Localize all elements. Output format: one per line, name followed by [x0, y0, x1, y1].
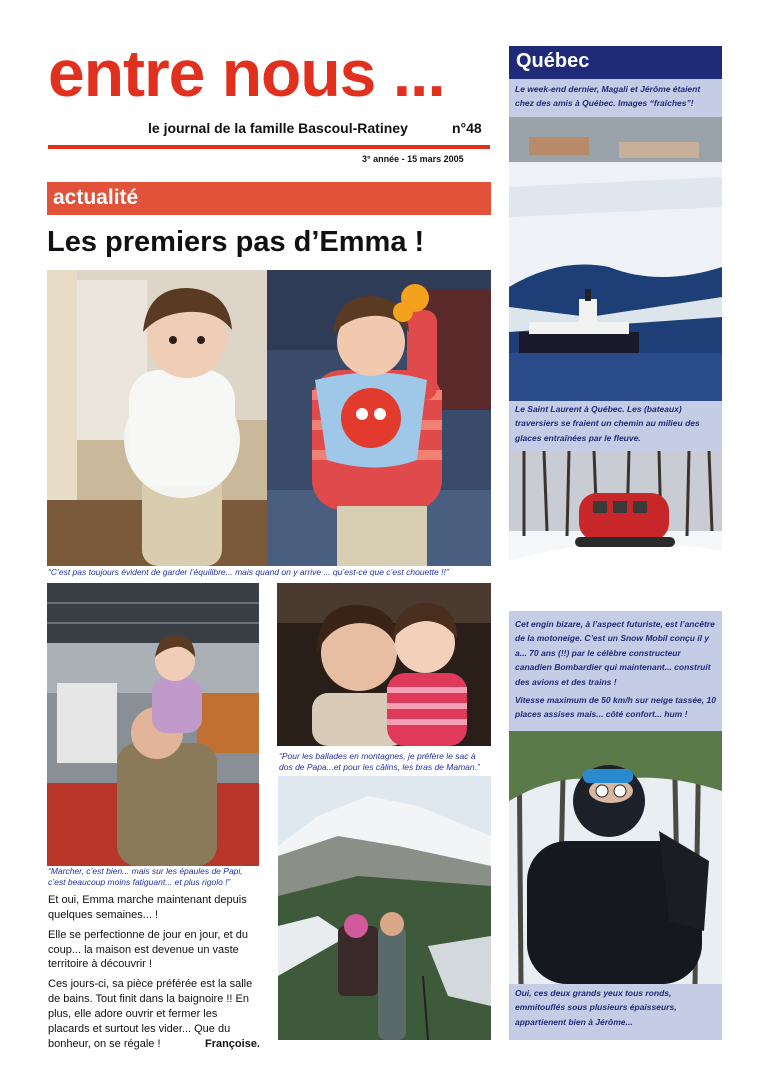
- sidebar-river-caption: Le Saint Laurent à Québec. Les (bateaux) traversiers se fraient un chemin au milieu des glaces entraînées par le fleuve.: [515, 404, 700, 443]
- article-paragraph-3-text: Ces jours-ci, sa pièce préférée est la salle de bains. Tout finit dans la baignoire !! En plus, elle adore ouvrir et fermer les placards et surtout les vider... Que du bonheur, on se régale !: [48, 978, 253, 1050]
- article-paragraph-3: [48, 977, 260, 1051]
- photo-saint-laurent: [509, 117, 722, 401]
- article-body: [48, 893, 260, 1056]
- issue-number: n°48: [452, 120, 482, 136]
- photo-mountain-hike: [278, 776, 491, 1040]
- sidebar-snowmobil-caption: Cet engin bizare, à l’aspect futuriste, est l’ancêtre de la motoneige. C’est un Snow Mobil conçu il y a... 70 ans (!!) par le célèbre constructeur canadien Bombardier qui maintenant... construit des avions et des trains !: [515, 619, 715, 687]
- article-headline: Les premiers pas d’Emma !: [47, 226, 425, 258]
- sidebar-intro: Le week-end dernier, Magali et Jérôme étaient chez des amis à Québec. Images “fraîches”!: [515, 84, 701, 109]
- article-paragraph-2: Elle se perfectionne de jour en jour, et du coup... la maison est devenue un vaste territoire à découvrir !: [48, 928, 248, 971]
- journal-subtitle: le journal de la famille Bascoul-Ratiney: [148, 120, 408, 136]
- journal-title: entre nous ...: [48, 36, 445, 110]
- photo-emma-standing: [47, 270, 267, 566]
- photo-emma-shoulders: [47, 583, 259, 866]
- article-paragraph-1: Et oui, Emma marche maintenant depuis quelques semaines... !: [48, 894, 247, 921]
- sidebar-speed-caption: Vitesse maximum de 50 km/h sur neige tassée, 10 places assises mais... côté confort... hum !: [515, 695, 716, 720]
- photo-emma-mother: [277, 583, 491, 746]
- section-label: actualité: [53, 186, 139, 209]
- header-rule: [48, 145, 490, 149]
- dateline: 3° année - 15 mars 2005: [362, 154, 464, 164]
- photo-snow-mobil: [509, 451, 722, 611]
- sidebar-title: Québec: [516, 50, 590, 72]
- caption-shoulders: “Marcher, c’est bien... mais sur les épaules de Papi, c’est beaucoup moins fatiguant... et plus rigolo !”: [48, 866, 243, 888]
- caption-hug: “Pour les ballades en montagnes, je préfère le sac à dos de Papa...et pour les câlins, les bras de Maman.”: [279, 751, 480, 773]
- photo-jerome: [509, 731, 722, 984]
- sidebar-jerome-caption: Oui, ces deux grands yeux tous ronds, emmitouflés sous plusieurs épaisseurs, appartienent bien à Jérôme...: [515, 988, 677, 1027]
- photo-emma-toy: [267, 270, 491, 566]
- caption-first-steps: “C’est pas toujours évident de garder l’équilibre... mais quand on y arrive ... qu’est-ce que c’est chouette !!”: [48, 567, 449, 577]
- article-signature: Françoise.: [204, 1037, 260, 1050]
